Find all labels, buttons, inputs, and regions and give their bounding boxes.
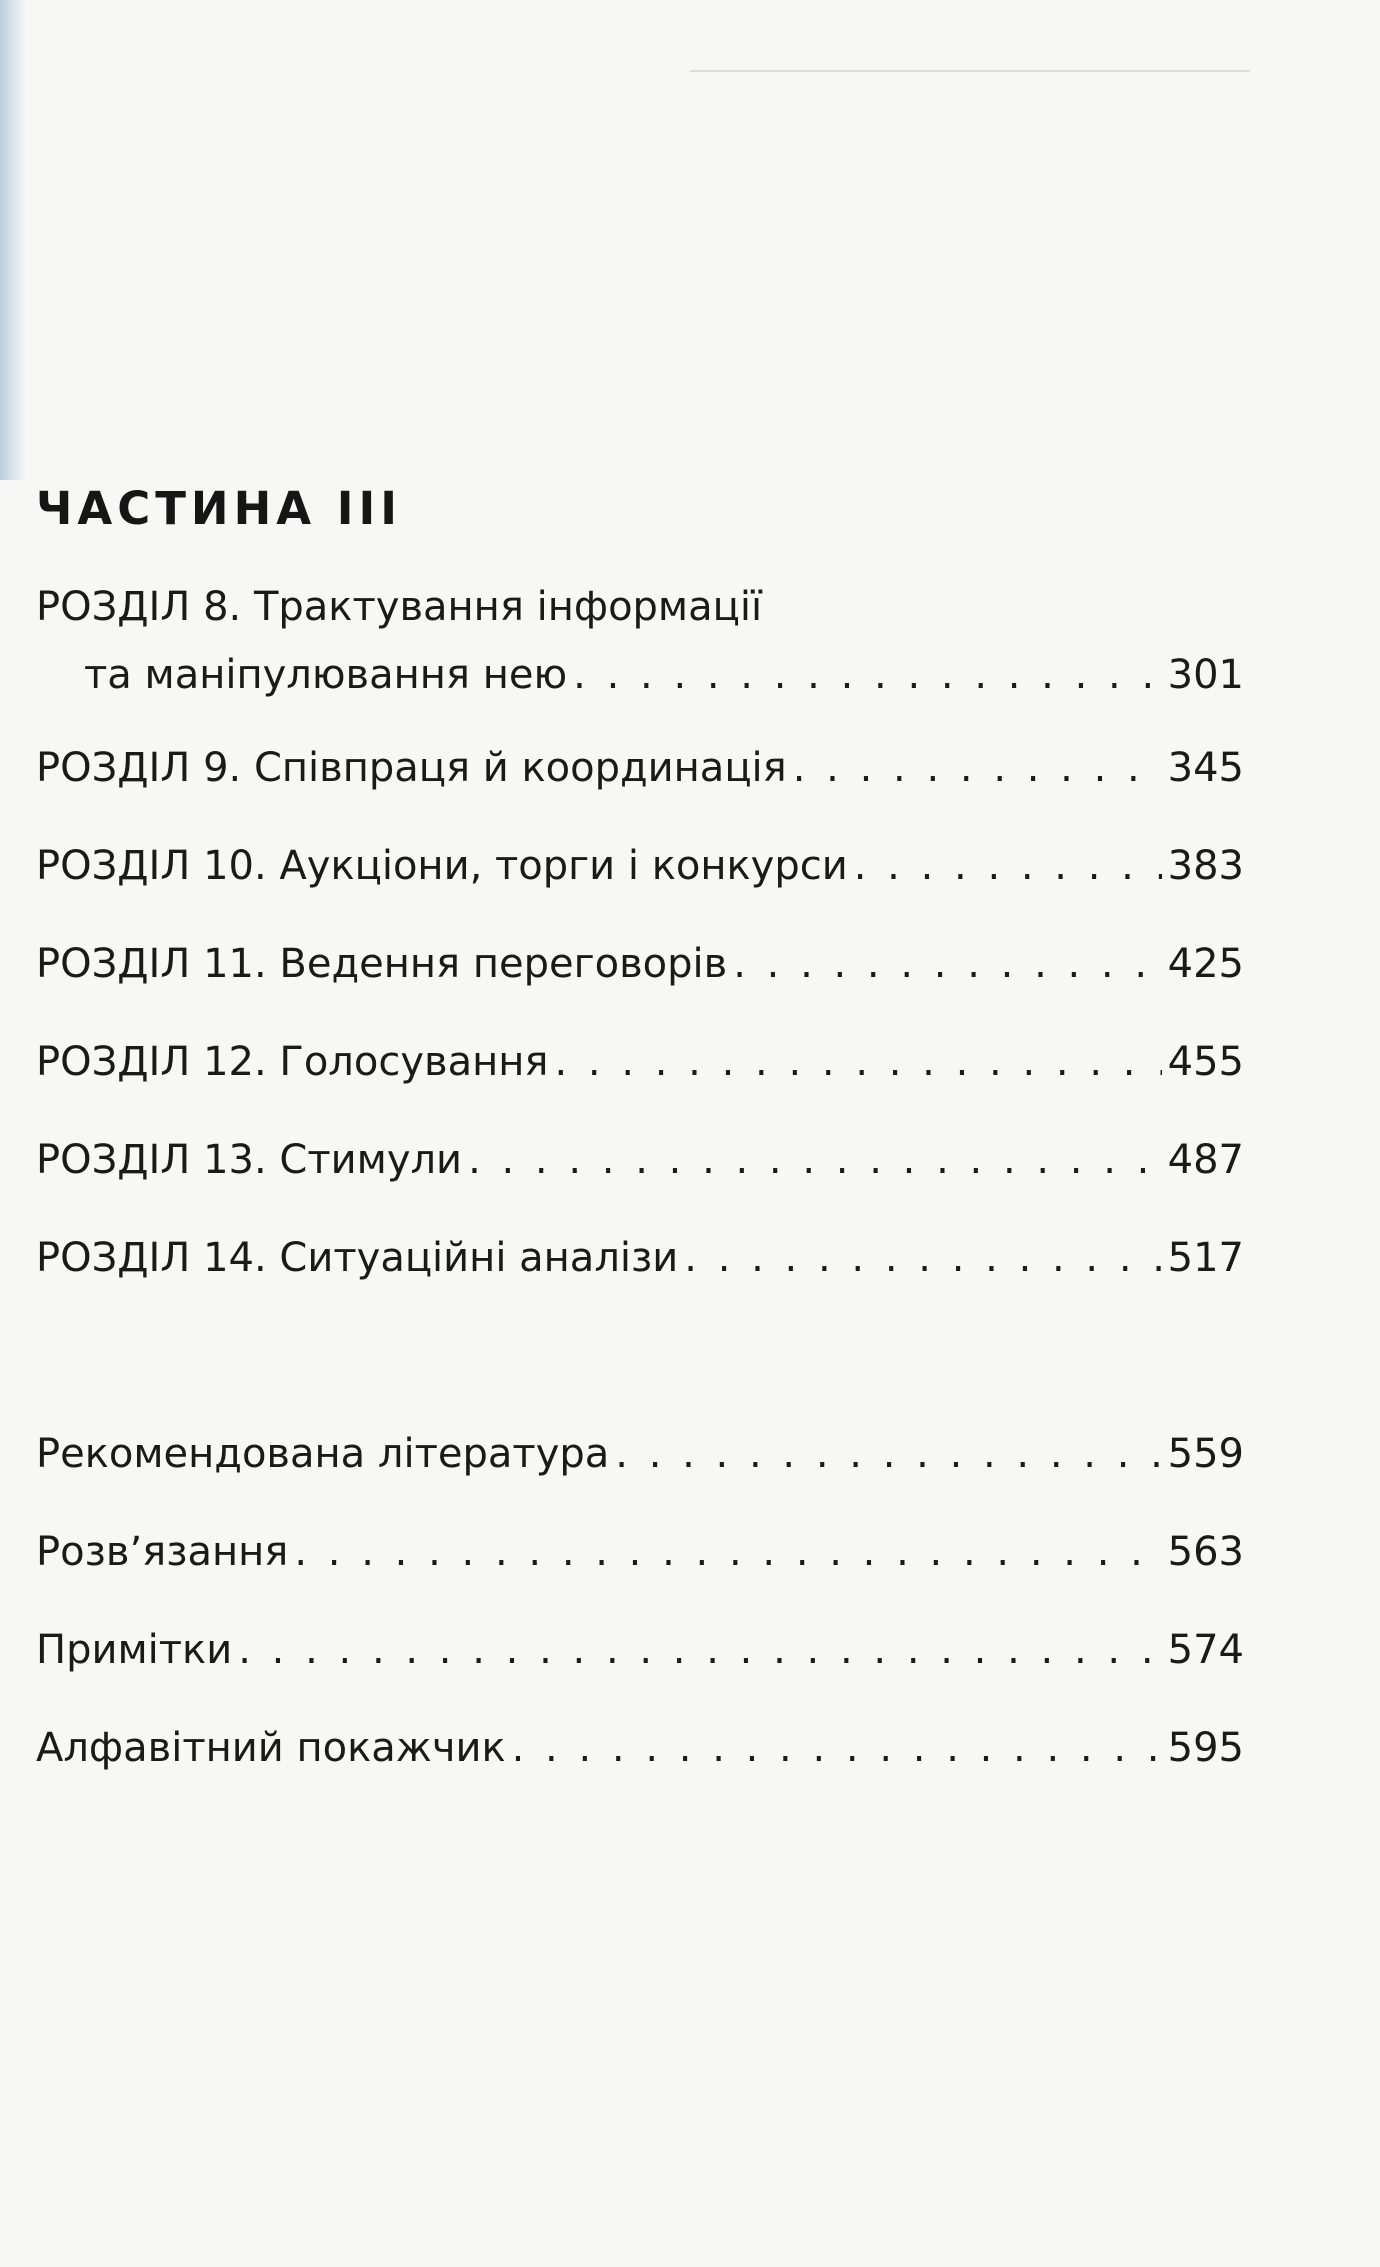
toc-entry-title: Алфавітний покажчик: [36, 1725, 506, 1771]
toc-entry-line: [36, 651, 1244, 699]
show-through-line: [0, 1769, 1380, 1795]
toc-entry-title: Примітки: [36, 1627, 233, 1673]
dot-leader: [684, 1234, 1161, 1274]
toc-entry-title: РОЗДІЛ 13. Стимули: [36, 1137, 463, 1183]
dot-leader: [854, 842, 1162, 882]
show-through-line: [0, 532, 1380, 558]
dot-leader: [793, 744, 1162, 784]
dot-leader: [615, 1430, 1161, 1470]
toc-page-number: 301: [1167, 652, 1244, 698]
show-through-line: [0, 1324, 1380, 1350]
toc-page-number: 425: [1167, 941, 1244, 987]
show-through-line: [0, 433, 1380, 459]
toc-entry-chapter-11[interactable]: [36, 940, 1244, 988]
toc-entry-title: РОЗДІЛ 11. Ведення переговорів: [36, 941, 728, 987]
toc-entry-title: РОЗДІЛ 10. Аукціони, торги і конкурси: [36, 843, 848, 889]
toc-entry-index[interactable]: [36, 1724, 1244, 1772]
toc-entry-chapter-10[interactable]: [36, 842, 1244, 890]
dot-leader: [554, 1038, 1161, 1078]
toc-entry-solutions[interactable]: [36, 1528, 1244, 1576]
show-through-line: [0, 1868, 1380, 1894]
dot-leader: [733, 940, 1161, 980]
toc-entry-chapter-13[interactable]: [36, 1136, 1244, 1184]
toc-entry-chapter-9[interactable]: [36, 744, 1244, 792]
toc-entry-chapter-12[interactable]: [36, 1038, 1244, 1086]
dot-leader: [294, 1528, 1161, 1568]
show-through-line: [0, 383, 1380, 409]
show-through-line: [0, 1373, 1380, 1399]
toc-page-number: 595: [1167, 1725, 1244, 1771]
show-through-line: [0, 2017, 1380, 2043]
toc-entry-line: [36, 583, 1244, 631]
toc-entry-chapter-8[interactable]: [36, 583, 1244, 699]
toc-entry-title-line1: РОЗДІЛ 8. Трактування інформації: [36, 584, 763, 630]
toc-page-number: 345: [1167, 745, 1244, 791]
toc-page-number: 559: [1167, 1431, 1244, 1477]
dot-leader: [468, 1136, 1162, 1176]
toc-entry-title: РОЗДІЛ 12. Голосування: [36, 1039, 549, 1085]
dot-leader: [573, 651, 1161, 691]
toc-page-number: 487: [1167, 1137, 1244, 1183]
part-heading: ЧАСТИНА III: [36, 482, 402, 535]
show-through-line: [0, 235, 1380, 261]
toc-entry-title: РОЗДІЛ 14. Ситуаційні аналізи: [36, 1235, 679, 1281]
show-through-line: [0, 2066, 1380, 2092]
dot-leader: [512, 1724, 1162, 1764]
toc-entry-title: РОЗДІЛ 9. Співпраця й координація: [36, 745, 787, 791]
show-through-line: [0, 1819, 1380, 1845]
toc-page-number: 517: [1167, 1235, 1244, 1281]
toc-entry-recommended-reading[interactable]: [36, 1430, 1244, 1478]
toc-page-number: 574: [1167, 1627, 1244, 1673]
toc-page-number: 563: [1167, 1529, 1244, 1575]
show-through-line: [0, 334, 1380, 360]
show-through-line: [0, 185, 1380, 211]
show-through-line: [0, 284, 1380, 310]
toc-page-number: 383: [1167, 843, 1244, 889]
show-through-line: [0, 1918, 1380, 1944]
show-through-line: [0, 2116, 1380, 2142]
toc-entry-title: Рекомендована література: [36, 1431, 610, 1477]
dot-leader: [238, 1626, 1161, 1666]
show-through-line: [0, 1967, 1380, 1993]
toc-entry-chapter-14[interactable]: [36, 1234, 1244, 1282]
toc-entry-title: Розв’язання: [36, 1529, 289, 1575]
toc-entry-title: та маніпулювання нею: [84, 652, 568, 698]
toc-entry-notes[interactable]: [36, 1626, 1244, 1674]
toc-page-number: 455: [1167, 1039, 1244, 1085]
